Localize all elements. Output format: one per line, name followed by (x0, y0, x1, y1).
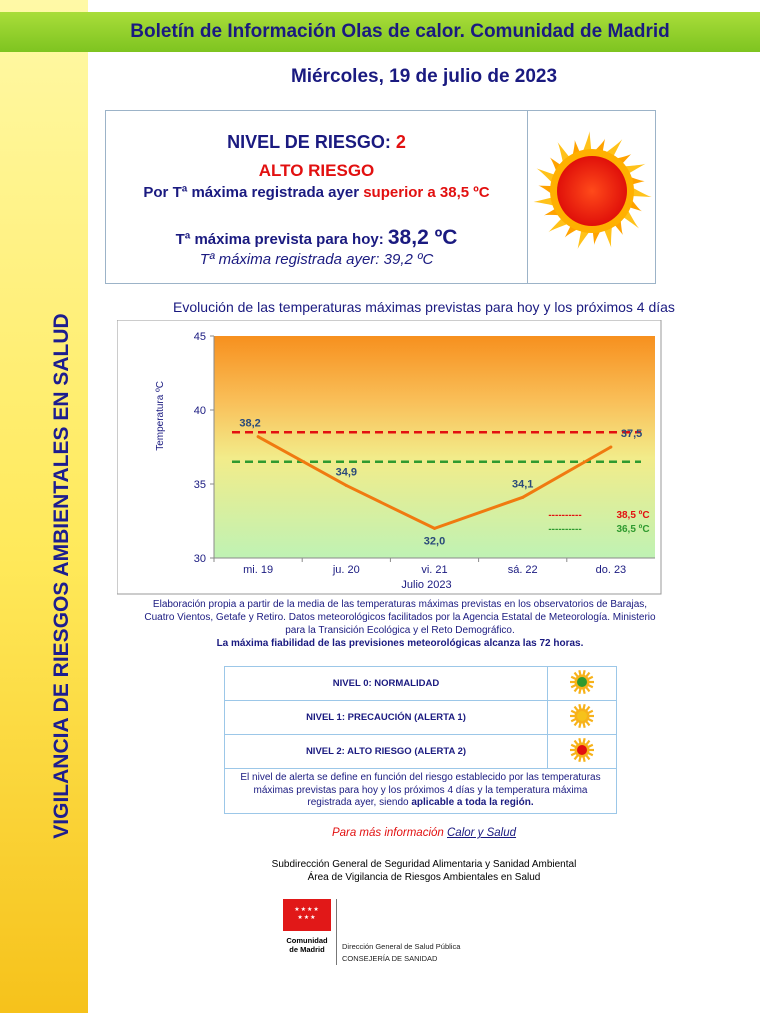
forecast-line (106, 226, 527, 250)
risk-reason-highlight: superior a 38,5 ºC (363, 184, 490, 201)
risk-reason-prefix: Por Tª máxima registrada ayer (143, 184, 360, 201)
levels-note-row (225, 769, 617, 814)
legend-label: 38,5 ºC (616, 510, 650, 521)
level-row (225, 667, 617, 701)
sidebar-title: VIGILANCIA DE RIESGOS AMBIENTALES EN SALUD (50, 313, 73, 839)
header-bar (0, 12, 760, 52)
data-point (521, 496, 524, 499)
caption-text: Elaboración propia a partir de la media de las temperaturas máximas previstas en los observatorios de Barajas, Cuatro Vientos, Getafe y Retiro. Datos meteorológicos facilitados por la Agencia Estatal de Meteorología. Ministerio para la Transición Ecológica y el Reto Demográfico. (144, 599, 656, 636)
data-point (433, 527, 436, 530)
y-axis-label: Temperatura ºC (155, 381, 166, 451)
y-tick-label: 35 (193, 479, 206, 491)
y-tick-label: 45 (193, 331, 206, 343)
data-label: 32,0 (423, 535, 446, 548)
direccion-general (342, 941, 460, 965)
bulletin-date: Miércoles, 19 de julio de 2023 (290, 66, 558, 87)
madrid-flag-icon: ★★★★ ★★★ (283, 899, 331, 931)
levels-note (225, 769, 617, 814)
plot-area (214, 336, 655, 558)
level-row (225, 701, 617, 735)
risk-level-value: 2 (395, 132, 406, 152)
levels-note-bold: aplicable a toda la región. (411, 797, 534, 809)
risk-level-name: ALTO RIESGO (258, 161, 375, 180)
forecast-value: 38,2 ºC (387, 226, 458, 249)
y-tick-label: 30 (193, 553, 206, 565)
more-info (88, 827, 760, 839)
data-point (609, 446, 612, 449)
legend-dash: ---------- (548, 524, 582, 535)
x-tick-label: vi. 21 (421, 564, 448, 576)
caption-bold: La máxima fiabilidad de las previsiones meteorológicas alcanza las 72 horas. (216, 638, 584, 649)
levels-note-text: El nivel de alerta se define en función del riesgo establecido por las temperaturas máximas previstas para hoy y los próximos 4 días y la temperatura máxima registrada ayer, siendo (240, 772, 601, 809)
sun-core (577, 711, 587, 721)
y-tick-label: 40 (193, 405, 206, 417)
dg-line1: Dirección General de Salud Pública (342, 942, 461, 951)
data-label: 38,2 (239, 417, 261, 430)
risk-reason (106, 184, 527, 201)
logo-line2: de Madrid (289, 944, 325, 954)
data-point (257, 435, 260, 438)
logo-line1: Comunidad (286, 936, 328, 945)
sun-core (577, 745, 587, 755)
sun-panel (527, 110, 656, 284)
level-label: NIVEL 0: NORMALIDAD (225, 667, 548, 701)
subdirection (88, 858, 760, 884)
subdirection-line2: Área de Vigilancia de Riesgos Ambientales en Salud (307, 872, 541, 883)
level-sun-icon (548, 667, 617, 701)
risk-panel (105, 110, 528, 284)
data-label: 37,5 (620, 428, 643, 440)
sun-core (577, 677, 587, 687)
x-axis-label: Julio 2023 (401, 579, 452, 591)
logo-divider (336, 899, 337, 965)
alert-levels-table (224, 666, 617, 814)
calor-y-salud-link[interactable]: Calor y Salud (447, 827, 517, 839)
recorded-temperature: Tª máxima registrada ayer: 39,2 ºC (199, 251, 434, 268)
more-info-prefix: Para más información (331, 827, 444, 839)
forecast-label: Tª máxima prevista para hoy: (175, 231, 384, 248)
x-tick-label: ju. 20 (332, 564, 360, 576)
chart-title: Evolución de las temperaturas máximas previstas para hoy y los próximos 4 días (173, 299, 675, 315)
x-tick-label: do. 23 (595, 564, 627, 576)
risk-level-label: NIVEL DE RIESGO: (227, 132, 391, 152)
level-sun-icon (548, 701, 617, 735)
logo-text (279, 937, 335, 954)
sun-icon (528, 111, 655, 283)
x-tick-label: mi. 19 (243, 564, 274, 576)
level-label: NIVEL 1: PRECAUCIÓN (ALERTA 1) (225, 701, 548, 735)
chart-caption (140, 598, 660, 650)
legend-label: 36,5 ºC (616, 524, 650, 535)
data-label: 34,1 (511, 478, 534, 491)
level-sun-icon (548, 735, 617, 769)
subdirection-line1: Subdirección General de Seguridad Alimentaria y Sanidad Ambiental (271, 859, 577, 870)
data-point (345, 484, 348, 487)
comunidad-madrid-logo (279, 899, 335, 969)
level-row (225, 735, 617, 769)
temperature-chart (117, 320, 662, 595)
risk-level-line (106, 132, 527, 153)
data-label: 34,9 (335, 466, 358, 479)
legend-dash: ---------- (548, 510, 582, 521)
bulletin-title: Boletín de Información Olas de calor. Comunidad de Madrid (130, 21, 670, 42)
x-tick-label: sá. 22 (507, 564, 538, 576)
level-label: NIVEL 2: ALTO RIESGO (ALERTA 2) (225, 735, 548, 769)
dg-line2: CONSEJERÍA DE SANIDAD (342, 954, 438, 963)
